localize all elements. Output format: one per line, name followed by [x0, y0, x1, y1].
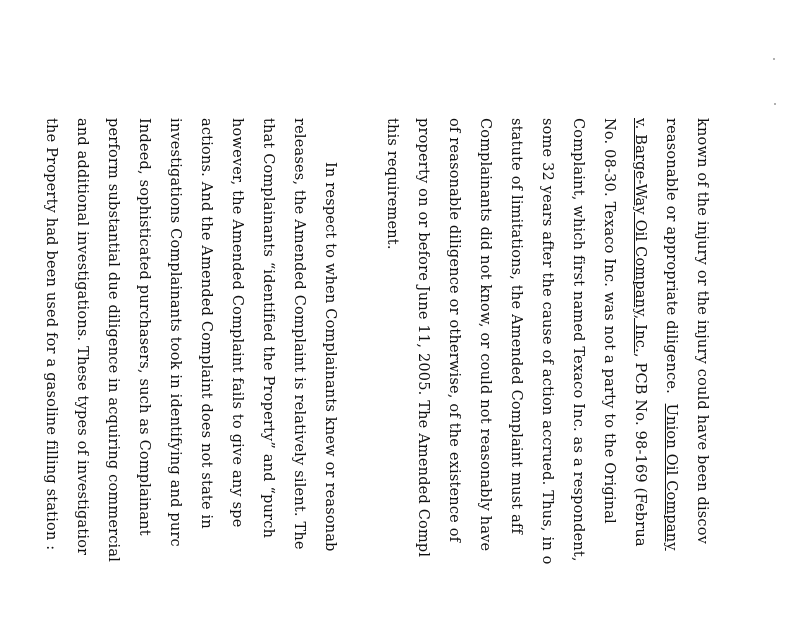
scan-speck [773, 58, 775, 60]
text-line: releases, the Amended Complaint is relatively silent. The [291, 118, 307, 550]
text-line: that Complainants “identified the Property” and “purch [260, 118, 276, 539]
case-citation: v. Barge-Way Oil Company, Inc. [632, 118, 648, 353]
text-line: some 32 years after the cause of action accrued. Thus, in o [539, 118, 555, 565]
text-line: of reasonable diligence or otherwise, of the existence of [446, 118, 462, 543]
text-line: this requirement. [384, 118, 400, 250]
text-line: investigations Complainants took in identifying and purc [167, 118, 183, 547]
scan-speck [774, 103, 776, 105]
text-line: known of the injury or the injury could have been discov [694, 118, 710, 545]
case-citation: Union Oil Company [663, 403, 679, 551]
text-line: In respect to when Complainants knew or reasonab [322, 162, 338, 552]
text-line: No. 08-30. Texaco Inc. was not a party to the Original [601, 118, 617, 524]
text-line: Indeed, sophisticated purchasers, such as Complainant [136, 118, 152, 536]
text-line: statute of limitations, the Amended Complaint must aff [508, 118, 524, 535]
text-line: Complaint, which first named Texaco Inc. as a respondent, [570, 118, 586, 562]
rotated-text-column [35, 118, 717, 618]
paragraph-spacer [345, 118, 376, 618]
text-line: and additional investigations. These types of investigatior [74, 118, 90, 556]
text-line: Complainants did not know, or could not reasonably have [477, 118, 493, 552]
text-line: however, the Amended Complaint fails to give any spe [229, 118, 245, 528]
paragraph-2 [35, 118, 345, 618]
text-line: the Property had been used for a gasoline filling station : [43, 118, 59, 551]
text-line: reasonable or appropriate diligence. Union Oil Company [663, 118, 679, 551]
text-line: property on or before June 11, 2005. The Amended Compl [415, 118, 431, 558]
paragraph-1 [376, 118, 717, 618]
text-line: actions. And the Amended Complaint does not state in [198, 118, 214, 529]
text-line: perform substantial due diligence in acquiring commercial [105, 118, 121, 563]
text-line: v. Barge-Way Oil Company, Inc., PCB No. 98-169 (Februa [632, 118, 648, 547]
